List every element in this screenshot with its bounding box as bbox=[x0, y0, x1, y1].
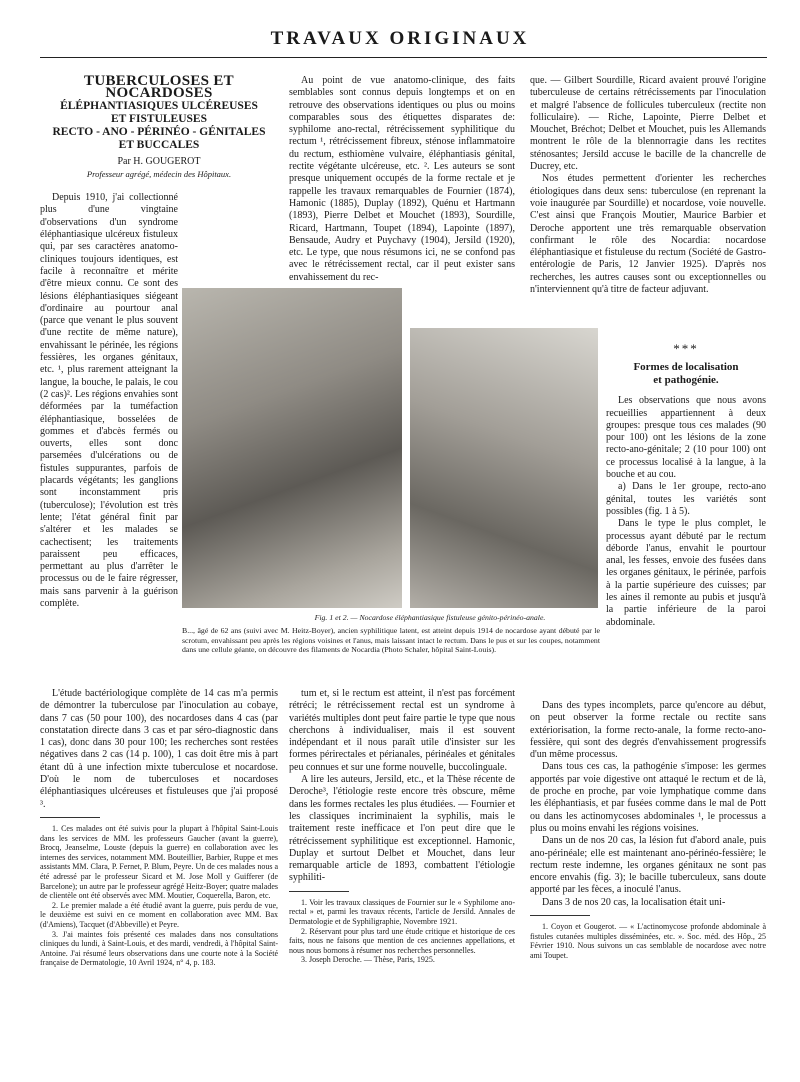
paragraph: Dans le type le plus complet, le processus ayant débuté par le rectum déborde l'anus, envahit le pourtour anal, les fesses, envoie des fusées dans les organes génitaux, le périnée, parfois à la partie supérieure des cuisses; par les aines il remonte au pubis et jusqu'à la partie inférieure de la paroi abdominale. bbox=[606, 518, 766, 628]
paragraph: Dans tous ces cas, la pathogénie s'impose: les germes apportés par voie digestive ont attaqué le rectum et de là, de proche en proche, par voie lymphatique comme dans les éléphantiasis, et par fusées comme dans le mal de Pott ou dans les actinomycoses abdominales ¹, le processus a plus ou moins envahi les régions voisines. bbox=[530, 761, 766, 834]
section-title-line-1: Formes de localisation bbox=[633, 361, 739, 374]
column-2-lower bbox=[289, 688, 515, 965]
figure-caption-body: B..., âgé de 62 ans (suivi avec M. Heitz-Boyer), ancien syphilitique latent, est atteint depuis 1914 de nocardose ayant débuté par le scrotum, envahissant peu après les régions voisines et l'anus, mais laissant intact le rectum. Dans le pus et sur les coupes, notamment dans une cellule géante, on découvre des filaments de Nocardia (Photo Schaler, hôpital Saint-Louis). bbox=[182, 626, 600, 654]
paragraph: Dans un de nos 20 cas, la lésion fut d'abord anale, puis ano-périnéale; elle est maintenant ano-périnéo-fessière; le rectum reste indemne, les organes génitaux ne sont pas encore envahis (fig. 3); le bacille tuberculeux, sans doute apporté par les fèces, a inoculé l'anus. bbox=[530, 835, 766, 896]
footnote-rule bbox=[289, 891, 349, 892]
paragraph: Au point de vue anatomo-clinique, des faits semblables sont connus depuis longtemps et on en retrouve des observations identiques ou plus ou moins comparables sous des étiquettes disparates de: syphilome ano-rectal, rétrécissement syphilitique du rectum ¹, rétrécissement fibreux, sténose inflammatoire du rectum, esthiomène vulvaire, éléphantiasis génital, rectite végétante ulcéreuse, etc. ². Les auteurs se sont presque uniquement occupés de la forme rectale et je rappelle les travaux remarquables de Fournier (1874), Hamonic (1885), Duplay (1892), Quénu et Hartmann (1893), Pierre Delbet et Mouchet (1893), Sourdille, Ricard, Hartmann, Toupet (1894), Lapointe (1897), Bensaude, Audry et Puychavy (1904), Jersild (1920), etc. Le type, que nous résumons ici, ne se confond pas avec le rétrécissement rectal, car il peut exister sans envahissement du rec- bbox=[289, 75, 515, 283]
section-title-line-2: et pathogénie. bbox=[653, 374, 719, 387]
figure-photo-1 bbox=[182, 288, 402, 608]
footnote: 3. Joseph Deroche. — Thèse, Paris, 1925. bbox=[301, 955, 435, 965]
article-subtitle-4: ET BUCCALES bbox=[118, 138, 200, 151]
paragraph: A lire les auteurs, Jersild, etc., et la Thèse récente de Deroche³, l'étiologie reste encore très obscure, même dans les formes rectales les plus étudiées. — Fournier et les classiques incriminaient la syphilis, mais le traitement reste inefficace et l'on peut dire que le rétrécissement syphilitique est exceptionnel. Hamonic, Duplay et surtout Delbet et Mouchet, dans leur remarquable article de 1893, combattent l'étiologie syphiliti- bbox=[289, 774, 515, 884]
article-subtitle-1: ÉLÉPHANTIASIQUES ULCÉREUSES bbox=[60, 99, 258, 112]
author: Par H. GOUGEROT bbox=[117, 155, 201, 167]
footnote: 3. J'ai maintes fois présenté ces malades dans nos consultations cliniques du lundi, à Saint-Louis, et des mardi, vendredi, à l'hôpital Saint-Antoine. J'ai résumé leurs observations dans une courte note à la Société française de Dermatologie, 10 Avril 1924, n° 4, p. 183. bbox=[40, 929, 278, 968]
paragraph: Dans des types incomplets, parce qu'encore au début, on peut observer la forme rectale ou rectite sans extériorisation, la forme recto-anale, la forme recto-ano-fessière, qui sont des degrés d'envahissement progressifs d'un même processus. bbox=[530, 700, 766, 761]
footnote: 1. Ces malades ont été suivis pour la plupart à l'hôpital Saint-Louis dans les services de MM. les professeurs Gaucher (avant la guerre), Brocq, Jeanselme, Louste (depuis la guerre) en collaboration avec les internes des services, notamment MM. Bouteillier, Barbier, Ruppe et mes assistants MM. Clara, P. Fernet, P. Blum, Peyre. Un de ces malades nous a été adressé par le professeur Sicard et M. Jose Moll y Guifferer (de Barcelone); un autre par le professeur agrégé Heitz-Boyer; quatre malades de clientèle ont été observés avec MM. Moutier, Coquerella, Baron, etc. bbox=[40, 823, 278, 901]
column-1-lower bbox=[40, 688, 278, 968]
paragraph: que. — Gilbert Sourdille, Ricard avaient prouvé l'origine tuberculeuse de certains rétrécissements par l'inoculation et malgré l'absence de follicules tuberculeux (rectite non folliculaire). — Riche, Lapointe, Pierre Delbet et Mouchet, Bréchot; Delbet et Mouchet, puis les Allemands montrent le rôle de la blennorragie dans les rectites sténosantes; Jersild accuse le bacille de la chancrelle de Ducrey, etc. bbox=[530, 75, 766, 173]
column-3 bbox=[530, 75, 766, 296]
affiliation: Professeur agrégé, médecin des Hôpitaux. bbox=[86, 168, 232, 179]
footnote: 2. Réservant pour plus tard une étude critique et historique de ces faits, nous ne faisons que mention de ces anciennes appellations, et nous nous bornons à résumer nos recherches personnelles. bbox=[289, 926, 515, 955]
running-title: TRAVAUX ORIGINAUX bbox=[270, 28, 530, 49]
header-rule bbox=[40, 57, 767, 58]
footnote: 2. Le premier malade a été étudié avant la guerre, puis perdu de vue, le deuxième est suivi en ce moment en collaboration avec MM. Bax (d'Amiens), Tacquet (d'Abbeville) et Peyre. bbox=[40, 900, 278, 929]
column-3-middle bbox=[606, 335, 766, 629]
section-separator: *** bbox=[673, 341, 699, 356]
footnote-rule bbox=[40, 817, 100, 818]
paragraph: a) Dans le 1er groupe, recto-ano génital, toutes les variétés sont possibles (fig. 1 à 5). bbox=[606, 481, 766, 517]
article-subtitle-2: ET FISTULEUSES bbox=[111, 112, 207, 125]
figure-caption-title: Fig. 1 et 2. — Nocardose éléphantiasique fistuleuse génito-périnéo-anale. bbox=[314, 613, 546, 622]
paragraph: Les observations que nous avons recueillies appartiennent à deux groupes: presque tous ces malades (90 pour 100) ont les lésions de la zone recto-ano-génitale; 2 (10 pour 100) ont ce processus localisé à la langue, à la bouche et au cou. bbox=[606, 395, 766, 481]
article-subtitle-3: RECTO - ANO - PÉRINÉO - GÉNITALES bbox=[52, 125, 266, 138]
footnote-rule bbox=[530, 915, 590, 916]
column-3-lower bbox=[530, 700, 766, 960]
footnote: 1. Voir les travaux classiques de Fournier sur le « Syphilome ano-rectal » et, parmi les travaux récents, l'article de Jersild. Annales de Dermatologie et de Syphiligraphie, Novembre 1921. bbox=[289, 897, 515, 926]
paragraph: Depuis 1910, j'ai collectionné plus d'une vingtaine d'observations d'un syndrome éléphantiasique ulcéreux fistuleux qui, par ses caractères anatomo-cliniques toujours identiques, est facile à reconnaître et mérite d'être mieux connu. Ce sont des lésions éléphantiasiques siégeant d'ordinaire au pourtour anal (parce que venant le plus souvent d'une rectite de même nature), envahissant le périnée, les régions fessières, les organes génitaux, etc. ¹, plus rarement atteignant la langue, la bouche, le palais, le cou (2 cas)². Les régions envahies sont déformées par la tuméfaction éléphantiasique, bosselées de gommes et d'abcès fermés ou ouverts, elles sont donc parsemées d'ulcérations ou de fistules suppurantes, parfois de placards végétants; les ganglions sont inconstamment pris (tuberculose); l'évolution est très lente; l'état général finit par s'altérer et les malades se cachectisent; les traitements paraissent peu efficaces, permettant au plus d'arrêter le processus ou de le faire régresser, mais sans parvenir à la guérison complète. bbox=[40, 192, 178, 609]
paragraph: tum et, si le rectum est atteint, il n'est pas forcément rétréci; le rétrécissement rectal est un syndrome à variétés multiples dont peut faire partie le type que nous cherchons à individualiser, mais il est souvent indépendant et il nous paraît utile d'insister sur les formes périrectales et périanales, périnéales et génitales peu connues et sur une forme nouvelle, buccolinguale. bbox=[289, 688, 515, 773]
section-title bbox=[606, 361, 766, 387]
article-title: TUBERCULOSES ET NOCARDOSES bbox=[84, 73, 234, 102]
paragraph: Dans 3 de nos 20 cas, la localisation était uni- bbox=[542, 896, 726, 908]
figure-photo-2 bbox=[410, 328, 598, 608]
column-2 bbox=[289, 75, 515, 284]
footnote: 1. Coyon et Gougerot. — « L'actinomycose profonde abdominale à fistules cutanées multiples disséminées, etc. ». Soc. méd. des Hôp., 25 Février 1910. Nous suivons un cas semblable de nocardose avec notre ami Toupet. bbox=[530, 922, 766, 960]
paragraph: Nos études permettent d'orienter les recherches étiologiques dans deux sens: tuberculose (en reprenant la voie inaugurée par Sourdille) et nocardose, voie nouvelle. C'est ainsi que François Moutier, Maurice Barbier et Deroche apportent une très remarquable observation confirmant le rôle des Nocardia: nocardose éléphantiasique et fistuleuse du rectum (Société de Gastro-entérologie de Paris, 12 Janvier 1925). D'après nos recherches, les autres causes sont ou exceptionnelles ou n'interviennent qu'à titre de facteur adjuvant. bbox=[530, 173, 766, 296]
paragraph: L'étude bactériologique complète de 14 cas m'a permis de démontrer la tuberculose par l'inoculation au cobaye, dans 7 cas (50 pour 100), des nocardoses dans 4 cas (par constatation directe dans 3 cas et par séro-diagnostic dans 1 cas), donc dans 30 pour 100; les recherches sont restées négatives dans 2 cas (14 p. 100), 1 cas doit être mis à part étant dû à une infection mixte tuberculose et nocardose. D'où le nom de tuberculoses et nocardoses éléphantiasiques ulcéreuses et fistuleuses que j'ai proposé ³. bbox=[40, 688, 278, 810]
